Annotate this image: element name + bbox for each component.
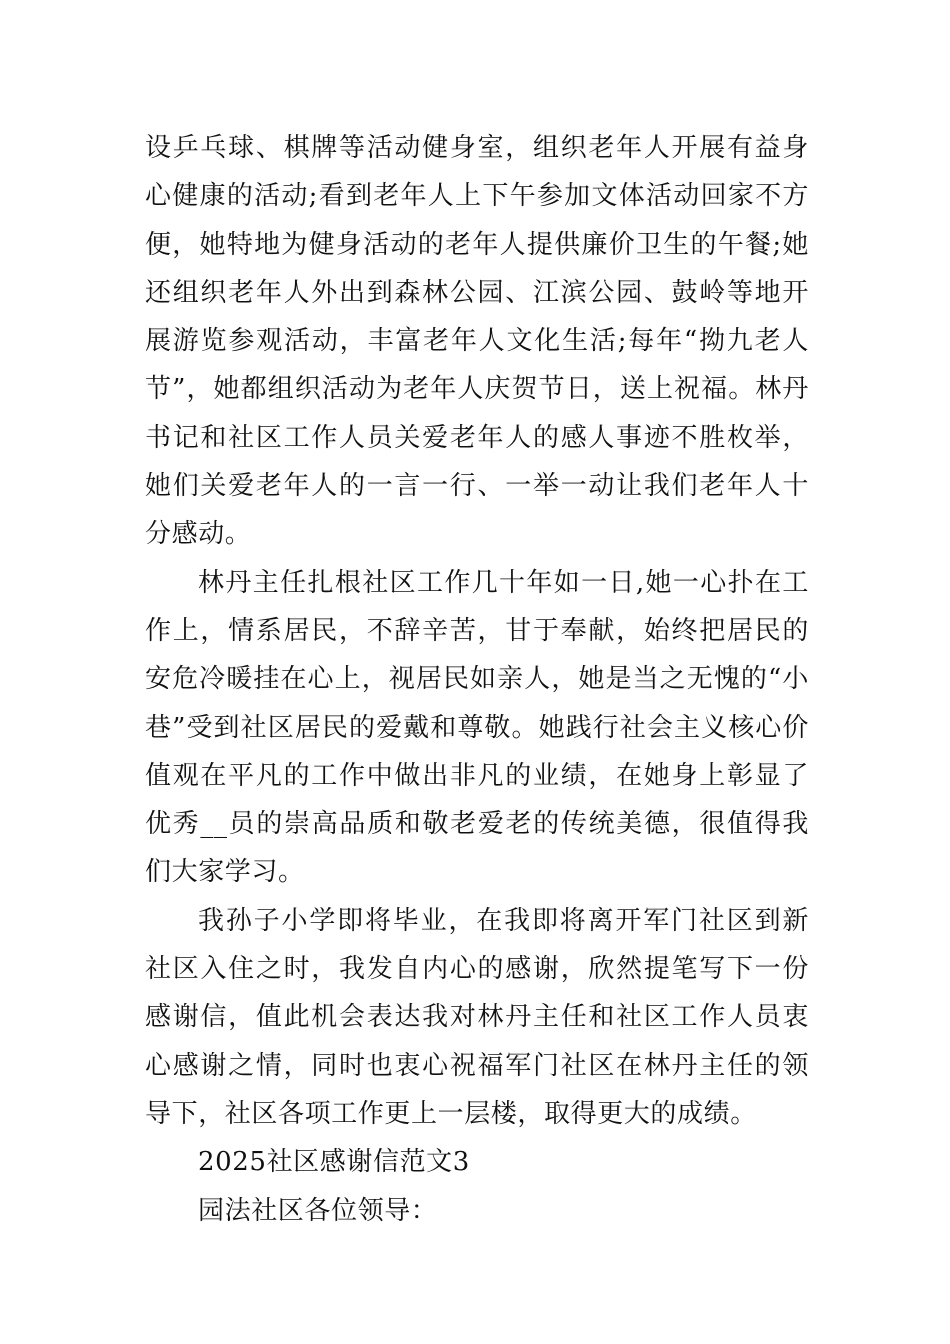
- document-body: [145, 124, 809, 1235]
- section-title: 2025社区感谢信范文3: [198, 1147, 470, 1178]
- paragraph-continuation: 设乒乓球、棋牌等活动健身室，组织老年人开展有益身心健康的活动;看到老年人上下午参加文体活动回家不方便，她特地为健身活动的老年人提供廉价卫生的午餐;她还组织老年人外出到森林公园、江滨公园、鼓岭等地开展游览参观活动，丰富老年人文化生活;每年“拗九老人节”，她都组织活动为老年人庆贺节日，送上祝福。林丹书记和社区工作人员关爱老年人的感人事迹不胜枚举，她们关爱老年人的一言一行、一举一动让我们老年人十分感动。: [145, 133, 809, 550]
- paragraph-lin-dan-dedication: 林丹主任扎根社区工作几十年如一日,她一心扑在工作上，情系居民，不辞辛苦，甘于奉献，始终把居民的安危冷暖挂在心上，视居民如亲人，她是当之无愧的“小巷”受到社区居民的爱戴和尊敬。她践行社会主义核心价值观在平凡的工作中做出非凡的业绩，在她身上彰显了优秀__员的崇高品质和敬老爱老的传统美德，很值得我们大家学习。: [145, 567, 809, 888]
- paragraph-gratitude: 我孙子小学即将毕业，在我即将离开军门社区到新社区入住之时，我发自内心的感谢，欣然提笔写下一份感谢信，值此机会表达我对林丹主任和社区工作人员衷心感谢之情，同时也衷心祝福军门社区在林丹主任的领导下，社区各项工作更上一层楼，取得更大的成绩。: [145, 905, 809, 1129]
- letter-salutation: 园法社区各位领导：: [198, 1195, 438, 1226]
